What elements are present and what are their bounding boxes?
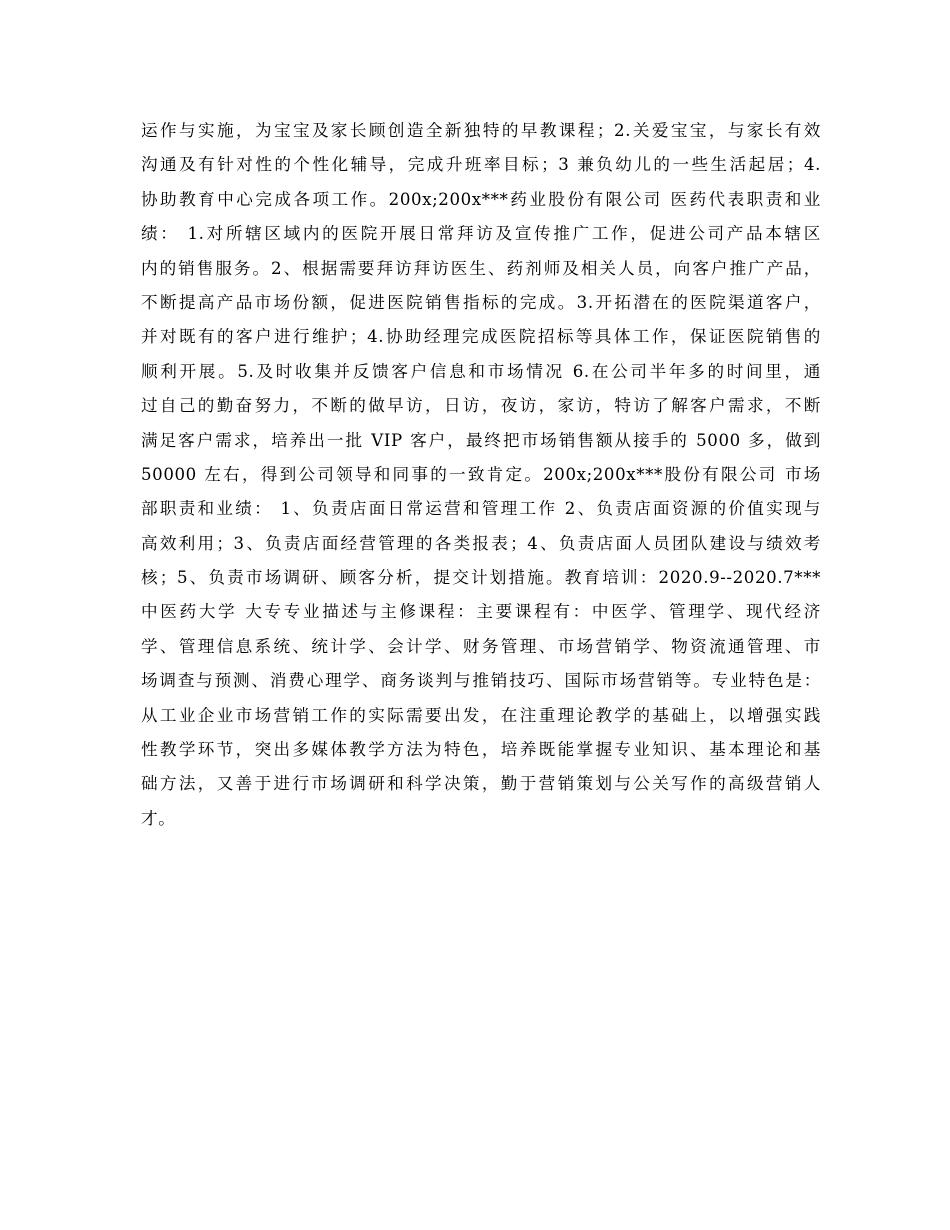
text-line-13: 高效利用；3、负责店面经营管理的各类报表；4、负责店面人员团队建设与绩效考	[141, 533, 821, 553]
text-line-4: 绩： 1.对所辖区域内的医院开展日常拜访及宣传推广工作，促进公司产品本辖区	[141, 224, 821, 244]
text-line-17: 场调查与预测、消费心理学、商务谈判与推销技巧、国际市场营销等。专业特色是：	[141, 671, 821, 691]
text-line-20: 础方法，又善于进行市场调研和科学决策，勤于营销策划与公关写作的高级营销人	[141, 774, 821, 794]
text-line-7: 并对既有的客户进行维护；4.协助经理完成医院招标等具体工作，保证医院销售的	[141, 327, 821, 347]
text-line-11: 50000 左右，得到公司领导和同事的一致肯定。200x;200x***股份有限公司 市场	[141, 464, 821, 484]
text-line-10: 满足客户需求，培养出一批 VIP 客户，最终把市场销售额从接手的 5000 多，做到	[141, 430, 821, 450]
text-line-14: 核；5、负责市场调研、顾客分析，提交计划措施。教育培训：2020.9--2020.7***	[141, 568, 821, 588]
text-line-21: 才。	[141, 808, 176, 828]
text-line-3: 协助教育中心完成各项工作。200x;200x***药业股份有限公司 医药代表职责和业	[141, 189, 821, 209]
text-line-5: 内的销售服务。2、根据需要拜访拜访医生、药剂师及相关人员，向客户推广产品，	[141, 258, 821, 278]
text-line-2: 沟通及有针对性的个性化辅导，完成升班率目标；3 兼负幼儿的一些生活起居；4.	[141, 155, 821, 175]
text-line-9: 过自己的勤奋努力，不断的做早访，日访，夜访，家访，特访了解客户需求，不断	[141, 396, 821, 416]
text-line-1: 运作与实施，为宝宝及家长顾创造全新独特的早教课程；2.关爱宝宝，与家长有效	[141, 121, 821, 140]
text-line-16: 学、管理信息系统、统计学、会计学、财务管理、市场营销学、物资流通管理、市	[141, 636, 821, 656]
text-line-18: 从工业企业市场营销工作的实际需要出发，在注重理论教学的基础上，以增强实践	[141, 705, 821, 725]
text-line-19: 性教学环节，突出多媒体教学方法为特色，培养既能掌握专业知识、基本理论和基	[141, 740, 821, 760]
text-line-15: 中医药大学 大专专业描述与主修课程：主要课程有：中医学、管理学、现代经济	[141, 602, 821, 622]
text-line-6: 不断提高产品市场份额，促进医院销售指标的完成。3.开拓潜在的医院渠道客户，	[141, 292, 821, 312]
document-body	[141, 114, 821, 836]
text-line-8: 顺利开展。5.及时收集并反馈客户信息和市场情况 6.在公司半年多的时间里，通	[141, 361, 821, 381]
text-line-12: 部职责和业绩： 1、负责店面日常运营和管理工作 2、负责店面资源的价值实现与	[141, 499, 821, 519]
